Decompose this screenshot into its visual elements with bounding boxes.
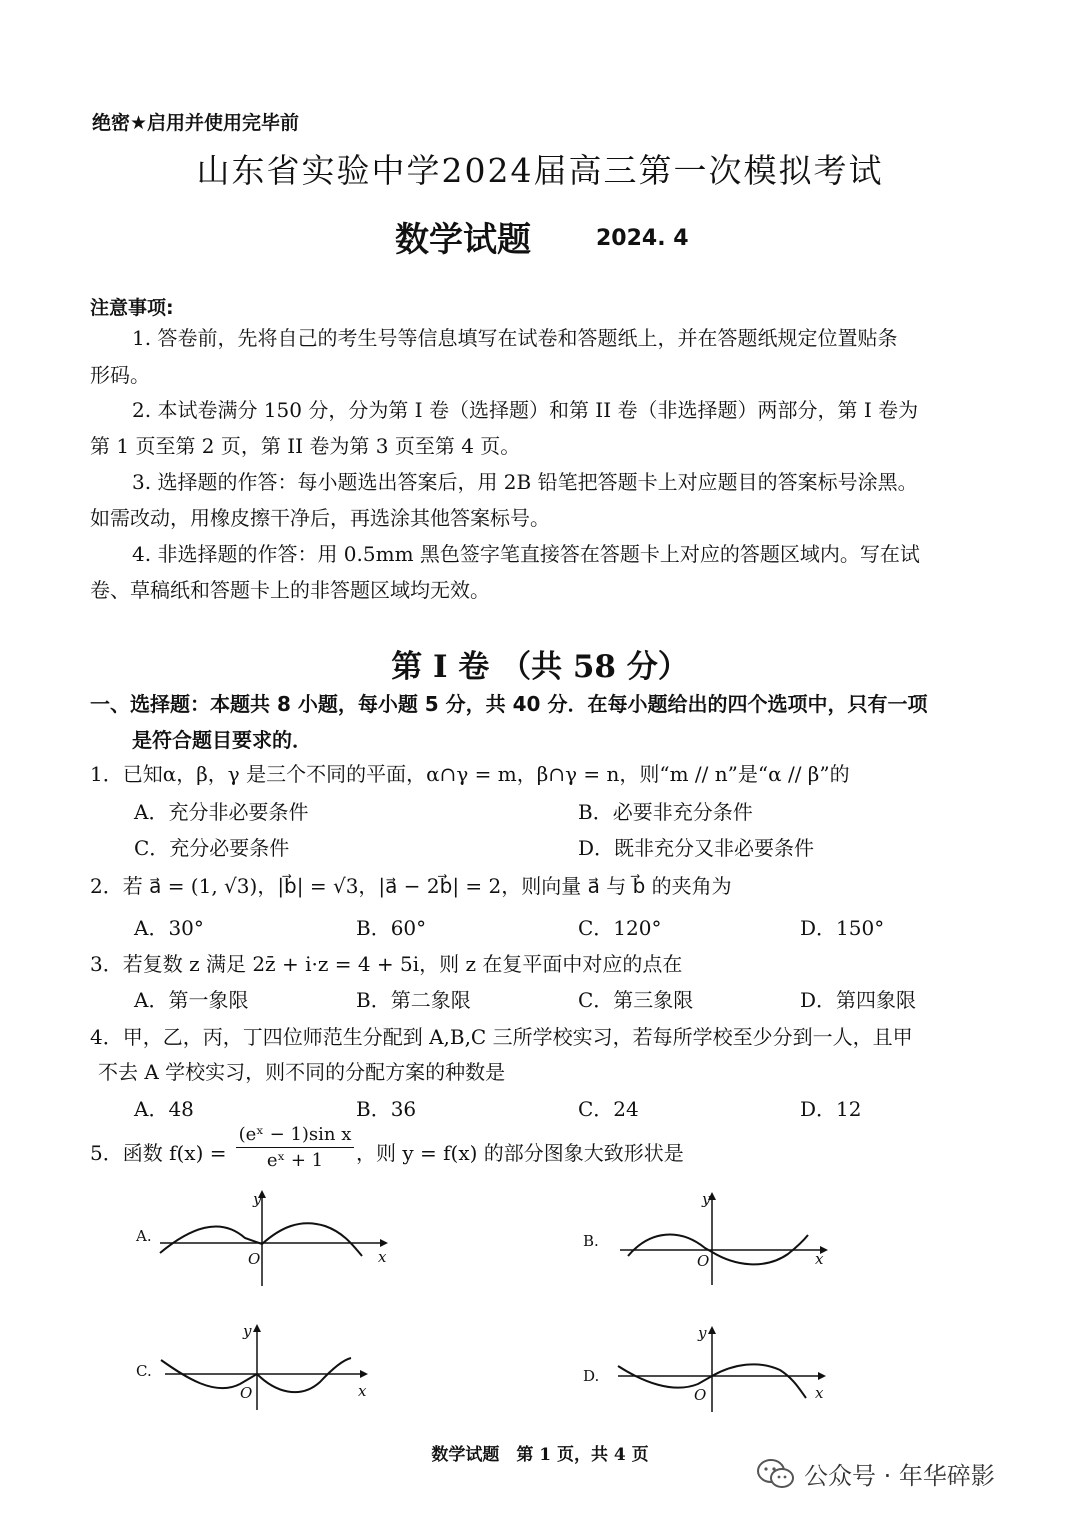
subject-title: 数学试题 [395,220,531,260]
section-heading-cont: 是符合题目要求的． [132,728,312,752]
notice-title: 注意事项: [90,297,174,319]
graph-c-origin: O [240,1384,253,1402]
q4-option-d: D．12 [800,1097,862,1121]
graph-a [150,1188,390,1288]
graph-b [610,1190,830,1285]
x-axis-arrow [380,1239,388,1247]
notice-item-1-line2: 形码。 [90,363,150,387]
graph-d-y-label: y [698,1324,707,1342]
question-4-stem-line2: 不去 A 学校实习，则不同的分配方案的种数是 [98,1060,506,1084]
graph-a-origin: O [248,1250,261,1268]
exam-title: 山东省实验中学2024届高三第一次模拟考试 [196,151,884,190]
y-axis-arrow [253,1324,261,1332]
confidential-mark: 绝密★启用并使用完毕前 [92,112,300,134]
question-5-fraction [236,1124,354,1171]
q1-option-b: B．必要非充分条件 [578,800,753,824]
wechat-icon [756,1457,796,1491]
q2-option-a: A．30° [134,916,204,940]
graph-a-y-label: y [253,1190,262,1208]
graph-d [608,1324,828,1414]
part-one-title: 第 I 卷 （共 58 分） [391,649,689,685]
watermark-text: 公众号 · 年华碎影 [804,1462,995,1490]
notice-item-2-line2: 第 1 页至第 2 页，第 II 卷为第 3 页至第 4 页。 [90,434,521,458]
graph-b-x-label: x [815,1250,824,1268]
notice-item-3-line2: 如需改动，用橡皮擦干净后，再选涂其他答案标号。 [90,506,550,530]
fraction-numerator: (eˣ − 1)sin x [236,1124,354,1148]
q3-option-a: A．第一象限 [134,988,249,1012]
q4-option-c: C．24 [578,1097,639,1121]
curve [160,1223,362,1256]
question-5-stem-prefix: 5．函数 f(x) = [90,1141,227,1165]
graph-c [155,1322,375,1412]
section-heading: 一、选择题：本题共 8 小题，每小题 5 分，共 40 分．在每小题给出的四个选项中，只有一项 [90,692,928,716]
q3-option-d: D．第四象限 [800,988,917,1012]
page-footer: 数学试题 第 1 页，共 4 页 [431,1445,649,1465]
q2-option-c: C．120° [578,916,662,940]
notice-item-4-line2: 卷、草稿纸和答题卡上的非答题区域均无效。 [90,578,490,602]
q4-option-b: B．36 [356,1097,417,1121]
question-2-stem: 2．若 a⃗ = (1, √3)，|b⃗| = √3，|a⃗ − 2b⃗| = 2，则向量 a⃗ 与 b⃗ 的夹角为 [90,874,732,898]
notice-item-1-line1: 1. 答卷前，先将自己的考生号等信息填写在试卷和答题纸上，并在答题纸规定位置贴条 [132,326,898,350]
fraction-denominator: eˣ + 1 [266,1150,324,1171]
question-3-stem: 3．若复数 z 满足 2z̄ + i·z = 4 + 5i，则 z 在复平面中对应的点在 [90,952,683,976]
notice-item-3-line1: 3. 选择题的作答：每小题选出答案后，用 2B 铅笔把答题卡上对应题目的答案标号涂黑。 [132,470,918,494]
q1-option-c: C．充分必要条件 [134,836,290,860]
graph-b-label: B. [583,1232,599,1250]
q4-option-a: A．48 [134,1097,194,1121]
notice-item-4-line1: 4. 非选择题的作答：用 0.5mm 黑色签字笔直接答在答题卡上对应的答题区域内。写在试 [132,542,920,566]
q2-option-b: B．60° [356,916,427,940]
question-4-stem-line1: 4．甲，乙，丙，丁四位师范生分配到 A,B,C 三所学校实习，若每所学校至少分到一人，且甲 [90,1025,913,1049]
graph-c-y-label: y [243,1322,252,1340]
exam-date: 2024. 4 [596,226,689,251]
graph-b-origin: O [697,1252,710,1270]
q3-option-b: B．第二象限 [356,988,471,1012]
question-1-stem: 1．已知α，β，γ 是三个不同的平面，α∩γ = m，β∩γ = n，则“m // n”是“α // β”的 [90,762,850,786]
curve [161,1358,351,1392]
graph-d-origin: O [694,1386,707,1404]
notice-item-2-line1: 2. 本试卷满分 150 分，分为第 I 卷（选择题）和第 II 卷（非选择题）两部分，第 I 卷为 [132,398,919,422]
graph-a-label: A. [136,1227,152,1245]
y-axis-arrow [708,1326,716,1334]
graph-a-x-label: x [378,1248,387,1266]
q2-option-d: D．150° [800,916,885,940]
question-5-stem-suffix: ，则 y = f(x) 的部分图象大致形状是 [356,1141,684,1165]
graph-c-x-label: x [358,1382,367,1400]
q1-option-a: A．充分非必要条件 [134,800,309,824]
q3-option-c: C．第三象限 [578,988,694,1012]
graph-d-label: D. [583,1367,600,1385]
x-axis-arrow [360,1370,368,1378]
graph-d-x-label: x [815,1384,824,1402]
graph-c-label: C. [136,1362,152,1380]
q1-option-d: D．既非充分又非必要条件 [578,836,815,860]
graph-b-y-label: y [702,1190,711,1208]
x-axis-arrow [818,1372,826,1380]
watermark [756,1456,995,1491]
